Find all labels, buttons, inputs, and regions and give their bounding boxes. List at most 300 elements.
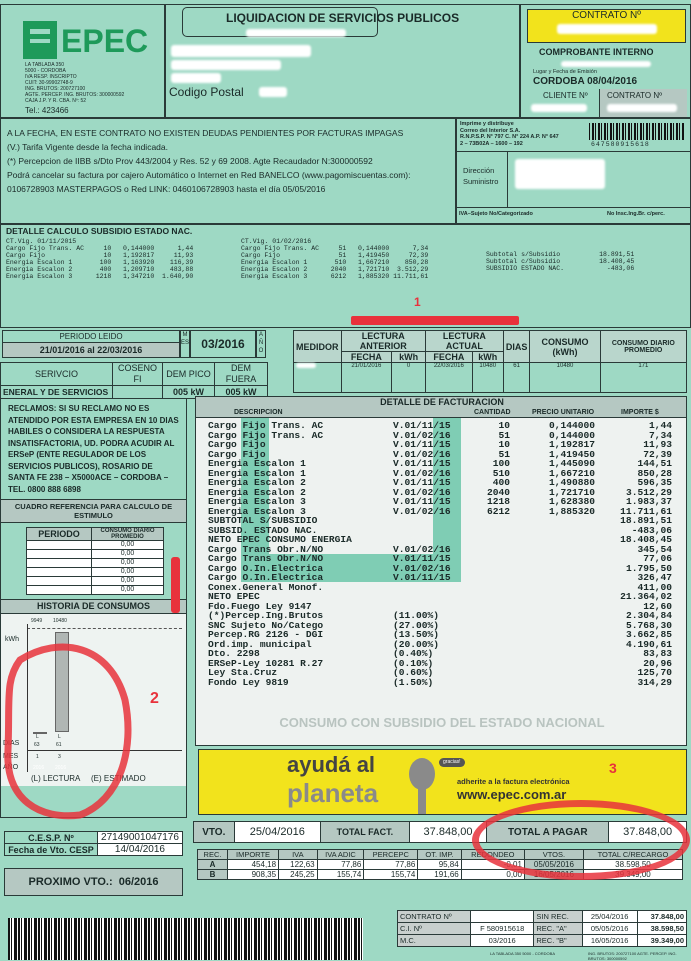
recargos-header: TOTAL C/RECARGO [583, 850, 682, 860]
payment-stub-table [397, 910, 687, 947]
billing-quantity: 10 [498, 439, 510, 450]
billing-tariff: V.01/02/16 [393, 486, 451, 498]
recargos-header: IVA [279, 850, 318, 860]
act-kwh: 10480 [472, 363, 503, 393]
billing-tariff: V.01/02/16 [393, 543, 451, 555]
billing-description: Cargo Fijo Trans. AC [208, 429, 324, 441]
billing-unit-price: 1,490880 [548, 477, 595, 488]
recargos-cell: A [198, 860, 228, 870]
billing-quantity [474, 668, 514, 678]
billing-description: Dto. 2298 [208, 648, 260, 659]
billing-tariff: (1.50%) [393, 676, 434, 688]
cuadro-value-cell: 0,00 [92, 586, 164, 595]
billing-detail-panel [195, 396, 687, 746]
kwh-ant-label: kWh [392, 352, 426, 363]
recargos-cell: 39.349,00 [583, 870, 682, 880]
billing-quantity [474, 592, 514, 602]
consumo-label: CONSUMO (kWh) [530, 331, 600, 363]
billing-row [204, 583, 676, 593]
billing-amount: 12,60 [643, 600, 672, 612]
billing-description: NETO EPEC CONSUMO ENERGIA [208, 534, 352, 545]
comprobante-label: COMPROBANTE INTERNO [539, 47, 654, 57]
billing-unit-price: 1,628380 [548, 496, 595, 507]
recargos-cell: 95,84 [418, 860, 461, 870]
cuadro-value-cell: 0,00 [92, 577, 164, 586]
billing-amount: 596,35 [637, 477, 672, 488]
billing-unit-price [514, 640, 599, 650]
historia-title: HISTORIA DE CONSUMOS [1, 599, 186, 614]
history-top-value: 10480 [53, 618, 67, 624]
billing-description: (*)Percep.Ing.Brutos [208, 610, 324, 621]
cuadro-row [27, 586, 164, 595]
subsidy-row: Cargo Fijo 51 1,419450 72,39 [241, 252, 429, 259]
billing-quantity [474, 649, 514, 659]
billing-description: Ley Sta.Cruz [208, 667, 278, 678]
billing-tariff: V.01/11/15 [393, 458, 451, 469]
billing-unit-price [514, 526, 599, 536]
client-label: CLIENTE Nº [543, 91, 588, 100]
billing-description: Energia Escalon 1 [208, 458, 306, 469]
cesp-table [4, 831, 183, 856]
stub-cell: 39.349,00 [637, 935, 686, 947]
billing-description: SUBSID. ESTADO NAC. [208, 524, 318, 536]
header-importe: IMPORTE $ [621, 409, 659, 416]
billing-tariff [389, 516, 474, 526]
billing-unit-price: 0,144000 [548, 429, 595, 441]
act-fecha: 22/03/2016 [425, 363, 472, 393]
billing-amount: 850,28 [637, 467, 672, 479]
fecha-act-label: FECHA [425, 352, 472, 363]
ingbr-condition: No Insc.Ing.Br. c/perc. [607, 211, 665, 217]
chart-row-label: AÑO [3, 764, 19, 771]
printer-line: 2 – 73B02A – 1600 – 192 [460, 140, 523, 147]
servicio-value: ENERAL Y DE SERVICIOS [1, 386, 113, 399]
billing-unit-price: 1,721710 [548, 486, 595, 498]
company-info-line: LA TABLADA 350 [25, 62, 65, 68]
billing-quantity: 51 [498, 448, 510, 460]
recargos-header: OT. IMP. [418, 850, 461, 860]
billing-description: Fondo Ley 9819 [208, 676, 289, 688]
recargos-header: IMPORTE [227, 850, 278, 860]
pico-label: DEM PICO [163, 363, 215, 386]
contract-number-box [527, 9, 686, 43]
stub-cell: REC. "A" [534, 923, 582, 935]
billing-description: Energia Escalon 2 [208, 486, 306, 498]
billing-description: SUBTOTAL S/SUBSIDIO [208, 515, 318, 526]
billing-unit-price: 1,885320 [548, 505, 595, 517]
billing-unit-price: 1,192817 [548, 439, 595, 450]
billing-description: Cargo Fijo [208, 448, 266, 460]
diario-label: CONSUMO DIARIO PROMEDIO [600, 331, 686, 363]
company-info-line: AGTE. PERCEP. ING. BRUTOS: 300000592 [25, 92, 125, 98]
printer-line: Correo del Interior S.A. [460, 127, 521, 134]
billing-quantity [474, 554, 514, 564]
billing-quantity [474, 621, 514, 631]
billing-rows [204, 421, 676, 687]
billing-tariff: V.01/11/15 [393, 553, 451, 564]
mes-value: 03/2016 [190, 330, 256, 358]
kwh-act-label: kWh [472, 352, 503, 363]
subsidy-panel [0, 224, 691, 328]
billing-unit-price [514, 535, 599, 545]
subsidy-col-1 [6, 238, 193, 280]
detalle-header [196, 408, 687, 418]
notice-lines [1, 119, 455, 203]
cuadro-row [27, 577, 164, 586]
cesp-fecha-label: Fecha de Vto. CESP [5, 844, 98, 856]
notice-panel [0, 118, 456, 224]
billing-quantity [474, 640, 514, 650]
recargos-cell: 245,25 [279, 870, 318, 880]
billing-quantity [474, 659, 514, 669]
billing-quantity [474, 526, 514, 536]
subsidy-row: Cargo Fijo 10 1,192817 11,93 [6, 252, 194, 259]
billing-tariff: V.01/02/16 [393, 429, 451, 441]
document-title: LIQUIDACION DE SERVICIOS PUBLICOS [226, 11, 460, 25]
barcode-small [589, 123, 685, 140]
billing-description: ERSeP-Ley 10281 R.27 [208, 657, 324, 669]
vto-label: VTO. [194, 822, 235, 843]
billing-tariff [389, 583, 474, 593]
billing-unit-price [514, 649, 599, 659]
header-contract-panel [520, 4, 691, 118]
billing-tariff: V.01/11/15 [393, 477, 451, 488]
meter-reading-table [293, 330, 687, 393]
servicio-label: SERIVCIO [1, 363, 113, 386]
stub-cell: 03/2016 [470, 935, 533, 947]
notice-line: A LA FECHA, EN ESTE CONTRATO NO EXISTEN DEUDAS PENDIENTES POR FACTURAS IMPAGAS [7, 128, 404, 138]
recargos-header: REDONDEO [461, 850, 524, 860]
billing-tariff [389, 526, 474, 536]
billing-unit-price [514, 564, 599, 574]
header-address-panel [165, 4, 520, 118]
total-pagar-value: 37.848,00 [609, 822, 687, 843]
iva-condition: IVA–Sujeto No/Categorizado [459, 211, 533, 217]
stub-cell: 25/04/2016 [582, 911, 637, 923]
billing-unit-price [514, 659, 599, 669]
billing-unit-price: 0,144000 [548, 420, 595, 431]
fecha-ant-label: FECHA [341, 352, 392, 363]
billing-amount: 77,06 [643, 553, 672, 564]
billing-row [204, 640, 676, 650]
cuadro-value-cell: 0,00 [92, 559, 164, 568]
billing-unit-price: 1,419450 [548, 448, 595, 460]
billing-amount: 3.512,29 [625, 486, 672, 498]
billing-unit-price [514, 668, 599, 678]
fuera-label: DEM FUERA [215, 363, 268, 386]
billing-description: Ord.imp. municipal [208, 638, 312, 650]
cuadro-periodo-cell [27, 550, 92, 559]
recargos-cell: 155,74 [317, 870, 364, 880]
billing-quantity [474, 564, 514, 574]
reclamos-text: RECLAMOS: SI SU RECLAMO NO ES ATENDIDO POR ESTA EMPRESA EN 10 DIAS HABILES O CONSIDERA LA RESPUESTA INSATISFACTORIA, UD. PODRA ACUDIR AL ERSeP (ENTE REGULADOR DE LOS SERVICIOS PUBLICOS), ROSARIO DE SANTA FE 238 – X5000ACE – CORDOBA – TEL. 0800 888 6898 [1, 399, 186, 500]
company-tel: Tel.: 423466 [25, 106, 69, 115]
billing-quantity [474, 583, 514, 593]
cuadro-periodo-cell [27, 586, 92, 595]
billing-quantity [474, 516, 514, 526]
billing-amount: 72,39 [643, 448, 672, 460]
vto-value: 25/04/2016 [234, 822, 321, 843]
billing-description: NETO EPEC [208, 591, 260, 602]
billing-unit-price: 1,667210 [548, 467, 595, 479]
billing-tariff: V.01/11/15 [393, 439, 451, 450]
periodo-value: 21/01/2016 al 22/03/2016 [3, 343, 179, 357]
medidor-label: MEDIDOR [294, 331, 342, 363]
barcode-number: 647580915618 [591, 141, 650, 148]
stub-row [398, 935, 687, 947]
billing-quantity [474, 611, 514, 621]
billing-tariff: V.01/11/15 [393, 496, 451, 507]
header-precio: PRECIO UNITARIO [532, 409, 595, 416]
billing-unit-price [514, 678, 599, 688]
recargos-cell: 16/05/2016 [524, 870, 583, 880]
contract-label: CONTRATO Nº [572, 10, 641, 21]
billing-description: Energia Escalon 3 [208, 505, 306, 517]
billing-amount: 125,70 [637, 667, 672, 678]
stub-cell: 16/05/2016 [582, 935, 637, 947]
mes-label: MES [180, 330, 190, 358]
recargos-cell: 155,74 [364, 870, 418, 880]
company-info-line: 5000 - CORDOBA [25, 68, 66, 74]
cuadro-title: CUADRO REFERENCIA PARA CALCULO DE ESTIMULO [1, 500, 186, 523]
billing-quantity: 400 [492, 477, 510, 488]
annotation-2: 2 [150, 690, 159, 707]
header-descripcion: DESCRIPCION [234, 409, 283, 416]
billing-description: Cargo Trans Obr.N/NO [208, 553, 324, 564]
company-info-line: IVA RESP. INSCRIPTO [25, 74, 77, 80]
recargos-header: REC. [198, 850, 228, 860]
watermark-text: CONSUMO CON SUBSIDIO DEL ESTADO NACIONAL [279, 715, 605, 730]
stub-cell: 37.848,00 [637, 911, 686, 923]
subsidy-row: Energia Escalon 2 2040 1,721710 3.512,29 [241, 266, 429, 273]
billing-tariff: V.01/11/15 [393, 572, 451, 583]
postal-code-label: Codigo Postal [169, 85, 244, 99]
billing-unit-price [514, 545, 599, 555]
billing-quantity [474, 535, 514, 545]
cuadro-periodo-cell [27, 568, 92, 577]
billing-tariff: (0.60%) [393, 667, 434, 678]
ad-url[interactable]: www.epec.com.ar [457, 787, 567, 802]
history-ano: 2016 [33, 765, 45, 771]
company-info-line: ING. BRUTOS: 200727100 [25, 86, 86, 92]
proximo-vto: PROXIMO VTO.: 06/2016 [4, 868, 183, 896]
printer-info [460, 121, 559, 147]
recargos-header: VTOS. [524, 850, 583, 860]
fuera-value: 005 kW [215, 386, 268, 399]
billing-unit-price [514, 554, 599, 564]
billing-unit-price [514, 621, 599, 631]
total-fact-label: TOTAL FACT. [321, 822, 410, 843]
stub-cell: C.I. Nº [398, 923, 471, 935]
subsidy-row: Cargo Fijo Trans. AC 51 0,144000 7,34 [241, 245, 429, 252]
ad-bubble: gracias! [439, 758, 465, 767]
notice-line: (*) Percepcion de IIBB s/Dto Prov 443/2004 y Res. 52 y 69 2008. Agte Recaudador N:300000592 [7, 156, 373, 166]
lectura-anterior-label: LECTURA ANTERIOR [341, 331, 425, 352]
stub-cell: REC. "B" [534, 935, 582, 947]
billing-amount: 3.662,85 [625, 629, 672, 640]
epec-logo-text: EPEC [61, 23, 149, 59]
billing-tariff: (0.10%) [393, 657, 434, 669]
recargos-cell: 122,63 [279, 860, 318, 870]
servicio-table [0, 362, 268, 399]
cuadro-table [26, 527, 164, 595]
recargos-cell: -0,01 [461, 860, 524, 870]
billing-description: Percep.RG 2126 - DGI [208, 629, 324, 640]
ant-kwh: 0 [392, 363, 426, 393]
billing-amount: 1.795,50 [625, 562, 672, 574]
billing-tariff: V.01/02/16 [393, 562, 451, 574]
company-info-line: CAJA J.P. Y R. CBA. Nº: 52 [25, 98, 87, 104]
stub-address: LA TABLADA 350 5000 - CORDOBA [490, 951, 555, 956]
billing-unit-price [514, 630, 599, 640]
billing-description: Cargo Trans Obr.N/NO [208, 543, 324, 555]
printer-panel [456, 118, 691, 224]
billing-tariff: (27.00%) [393, 619, 440, 631]
chart-unit-label: kWh [5, 636, 19, 643]
billing-description: Cargo O.In.Electrica [208, 562, 324, 574]
billing-unit-price [514, 611, 599, 621]
emission-value: CORDOBA 08/04/2016 [533, 76, 638, 87]
detalle-title: DETALLE DE FACTURACION [196, 397, 687, 409]
subsidy-total-row: SUBSIDIO ESTADO NAC. -483,06 [486, 265, 635, 272]
billing-tariff: V.01/02/16 [393, 467, 451, 479]
history-ano: 2016 [55, 765, 67, 771]
stub-row [398, 923, 687, 935]
history-type: L [58, 734, 61, 740]
billing-tariff: (0.40%) [393, 648, 434, 659]
chart-row-label: DIAS [3, 740, 20, 747]
billing-amount: 345,54 [637, 543, 672, 555]
cuadro-periodo-cell [27, 559, 92, 568]
periodo-label: PERIODO LEIDO [3, 331, 179, 343]
billing-amount: 4.190,61 [625, 638, 672, 650]
company-info-line: CUIT: 30-99902748-9 [25, 80, 73, 86]
recargos-cell: B [198, 870, 228, 880]
annotation-1: 1 [414, 295, 421, 309]
billing-quantity: 10 [498, 420, 510, 431]
billing-description: Cargo Fijo [208, 439, 266, 450]
billing-quantity: 6212 [486, 505, 510, 517]
contract2-label: CONTRATO Nº [607, 91, 663, 100]
dias-label: DIAS [503, 331, 530, 363]
recargos-cell: 191,66 [418, 870, 461, 880]
billing-quantity: 2040 [486, 486, 510, 498]
epec-logo-icon [23, 21, 57, 59]
consumo-value: 10480 [530, 363, 600, 393]
header-logo-panel [0, 4, 165, 118]
billing-amount: 1.983,37 [625, 496, 672, 507]
billing-description: Cargo Fijo Trans. AC [208, 420, 324, 431]
subsidy-total-row: Subtotal s/Subsidio 18.891,51 [486, 251, 635, 258]
billing-quantity [474, 678, 514, 688]
cuadro-value-cell: 0,00 [92, 568, 164, 577]
cuadro-row [27, 559, 164, 568]
billing-tariff [389, 592, 474, 602]
cesp-fecha-value: 14/04/2016 [97, 844, 182, 856]
billing-amount: 314,29 [637, 676, 672, 688]
history-dias: 61 [56, 742, 62, 748]
cuadro-row [27, 541, 164, 550]
recargos-cell: 454,18 [227, 860, 278, 870]
billing-quantity [474, 545, 514, 555]
ad-line-1: ayudá al [287, 752, 376, 777]
billing-quantity: 51 [498, 429, 510, 441]
billing-amount: 144,51 [637, 458, 672, 469]
subsidy-row: Energia Escalon 2 400 1,209710 483,88 [6, 266, 194, 273]
billing-quantity [474, 602, 514, 612]
billing-amount: -483,06 [631, 524, 672, 536]
billing-amount: 18.891,51 [620, 515, 672, 526]
billing-quantity [474, 573, 514, 583]
billing-quantity: 510 [492, 467, 510, 479]
cuadro-row [27, 550, 164, 559]
cuadro-row [27, 568, 164, 577]
history-legend: (L) LECTURA (E) ESTIMADO [31, 774, 146, 783]
company-info [25, 62, 124, 104]
billing-quantity: 100 [492, 458, 510, 469]
stub-ingbr: ING. BRUTOS: 200727100 AGTE. PERCEP. ING. BRUTOS: 300000592 [588, 951, 677, 961]
billing-amount: 326,47 [637, 572, 672, 583]
billing-unit-price [514, 602, 599, 612]
billing-description: Fdo.Fuego Ley 9147 [208, 600, 312, 612]
history-mes: 1 [36, 754, 39, 760]
diario-value: 171 [600, 363, 686, 393]
annotation-red-loop [0, 640, 140, 820]
coseno-label: COSENO FI [113, 363, 163, 386]
subsidy-col-header: CT.Vig. 01/02/2016 [241, 238, 312, 245]
billing-amount: 18.408,45 [620, 534, 672, 545]
subsidy-col-header: CT.Vig. 01/11/2015 [6, 238, 77, 245]
chart-top-dashed-line [27, 628, 182, 629]
billing-amount: 11.711,61 [620, 505, 672, 517]
cuadro-periodo-cell [27, 577, 92, 586]
history-top-value: 9949 [31, 618, 43, 624]
billing-amount: 11,93 [643, 439, 672, 450]
cesp-label: C.E.S.P. Nº [5, 832, 98, 844]
billing-amount: 20,96 [643, 657, 672, 669]
billing-tariff: V.01/02/16 [393, 448, 451, 460]
ant-fecha: 21/01/2016 [341, 363, 392, 393]
header-cantidad: CANTIDAD [474, 409, 511, 416]
cuadro-periodo-header: PERIODO [27, 528, 92, 541]
billing-tariff: (11.00%) [393, 610, 440, 621]
total-pagar-label: TOTAL A PAGAR [487, 822, 609, 843]
subsidy-totals [486, 251, 634, 272]
ad-subtitle: adherite a la factura electrónica [457, 777, 570, 786]
pico-value: 005 kW [163, 386, 215, 399]
billing-description: Energia Escalon 2 [208, 477, 306, 488]
recargos-cell: 908,35 [227, 870, 278, 880]
ano-label: AÑO [256, 330, 266, 358]
cuadro-value-cell: 0,00 [92, 541, 164, 550]
notice-line: Podrá cancelar su factura por cajero Automático o Internet en Red BANELCO (www.pagomiscuentas.com): [7, 170, 411, 180]
annotation-redaction-mark [351, 316, 519, 325]
stub-cell [470, 911, 533, 923]
billing-tariff: (20.00%) [393, 638, 440, 650]
billing-amount: 2.304,84 [625, 610, 672, 621]
annotation-3: 3 [609, 760, 617, 776]
subsidy-row: Cargo Fijo Trans. AC 10 0,144000 1,44 [6, 245, 194, 252]
supply-address-label: Dirección Suministro [463, 166, 499, 186]
billing-row [204, 678, 676, 688]
history-dias: 63 [34, 742, 40, 748]
subsidy-total-row: Subtotal c/Subsidio 18.408,45 [486, 258, 635, 265]
ad-line-2: planeta [287, 778, 379, 808]
stub-cell: M.C. [398, 935, 471, 947]
subsidy-row: Energia Escalon 1 510 1,667210 850,28 [241, 259, 429, 266]
subsidy-title: DETALLE CALCULO SUBSIDIO ESTADO NAC. [6, 226, 193, 236]
billing-tariff: V.01/11/15 [393, 420, 451, 431]
